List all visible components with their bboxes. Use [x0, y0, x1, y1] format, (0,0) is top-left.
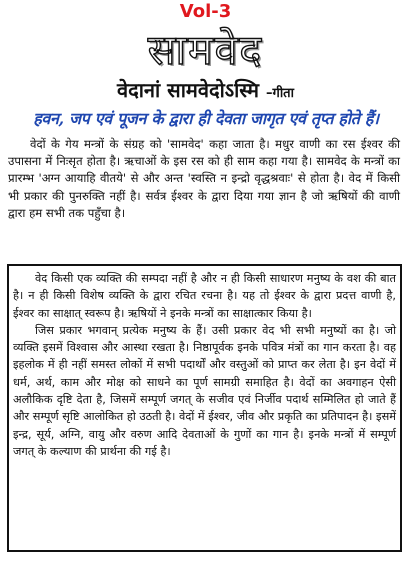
quote-source: –गीता — [266, 86, 294, 101]
quote-line — [0, 78, 411, 106]
box-content — [13, 270, 396, 460]
intro-section — [8, 136, 400, 222]
intro-paragraph: वेदों के गेय मन्त्रों के संग्रह को 'सामवेद' कहा जाता है। मधुर वाणी का रस ईश्वर की उपासना में निःसृत होता है। ऋचाओं के इस रस को ही साम कहा गया है। सामवेद के मन्त्रों का प्रारम्भ 'अग्न आयाहि वीतये' से और अन्त 'स्वस्ति न इन्द्रो वृद्धश्रवाः' से होता है। वेद में किसी भी प्रकार की पुनरुक्ति नहीं है। सर्वत्र ईश्वर के द्वारा दिया गया ज्ञान है जो ऋषियों की वाणी द्वारा हम सभी तक पहुँचा है। — [8, 137, 400, 220]
page-title: सामवेद — [147, 26, 264, 74]
quote-text: वेदानां सामवेदोऽस्मि — [117, 78, 260, 102]
box-paragraph-1: वेद किसी एक व्यक्ति की सम्पदा नहीं है और न ही किसी साधारण मनुष्य के वश की बात है। न ही किसी विशेष व्यक्ति के द्वारा रचित रचना है। यह तो ईश्वर के द्वारा प्रदत्त वाणी है, ईश्वर का साक्षात् स्वरूप है। ऋषियों ने इनके मन्त्रों का साक्षात्कार किया है। — [13, 272, 396, 320]
bordered-box — [7, 264, 402, 552]
box-paragraph-2: जिस प्रकार भगवान् प्रत्येक मनुष्य के हैं। उसी प्रकार वेद भी सभी मनुष्यों का है। जो व्यक्ति इसमें विश्वास और आस्था रखता है। निष्ठापूर्वक इनके पवित्र मंत्रों का गान करता है। वह इहलोक में ही नहीं समस्त लोकों में सभी पदार्थों और वस्तुओं को प्राप्त कर लेता है। इन वेदों में धर्म, अर्थ, काम और मोक्ष को साधने का पूर्ण सामग्री समाहित है। वेदों का अवगाहन ऐसी अलौकिक दृष्टि देता है, जिसमें सम्पूर्ण जगत् के सजीव एवं निर्जीव पदार्थ सम्मिलित हो जाते हैं और सम्पूर्ण सृष्टि आलोकित हो उठती है। वेदों में ईश्वर, जीव और प्रकृति का प्रतिपादन है। इसमें इन्द्र, सूर्य, अग्नि, वायु और वरुण आदि देवताओं के गुणों का गान है। इनके मन्त्रों में सम्पूर्ण जगत् के कल्याण की प्रार्थना की गई है। — [13, 323, 396, 458]
tagline: हवन, जप एवं पूजन के द्वारा ही देवता जागृत एवं तृप्त होते हैं। — [33, 109, 379, 128]
volume-label: Vol-3 — [179, 1, 232, 22]
